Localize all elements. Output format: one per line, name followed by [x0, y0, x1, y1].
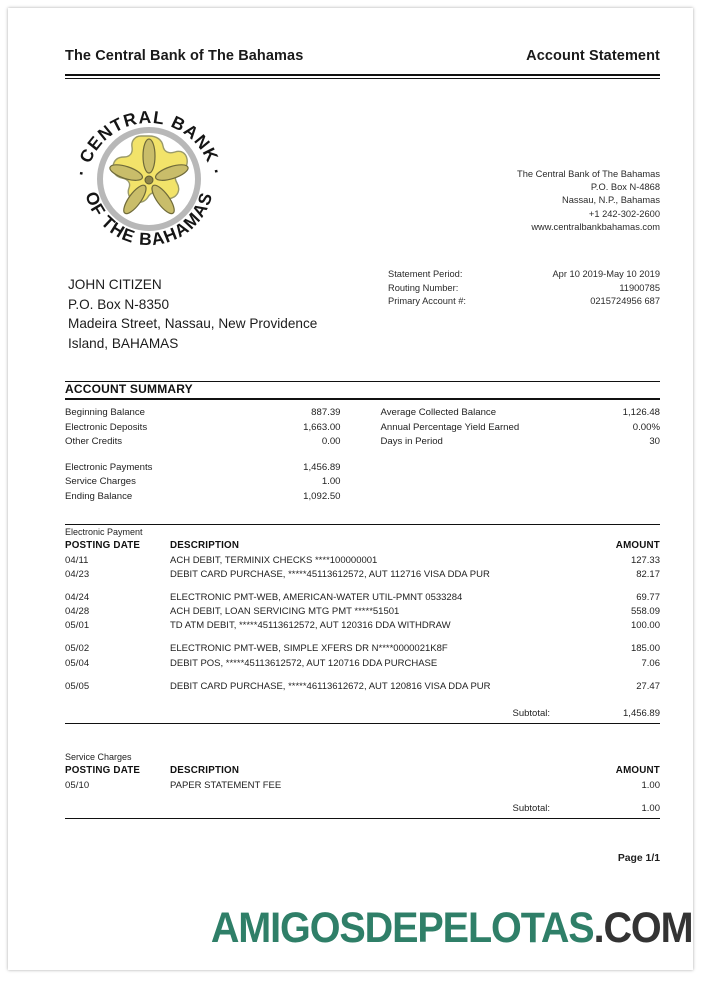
bank-name-heading: The Central Bank of The Bahamas — [65, 48, 304, 64]
customer-address-line: Madeira Street, Nassau, New Providence — [68, 316, 318, 331]
primary-account-label: Primary Account #: — [388, 296, 467, 307]
electronic-payment-table-header — [65, 539, 660, 555]
table-row — [65, 779, 660, 793]
table-row — [65, 642, 660, 656]
transaction-date: 05/01 — [65, 620, 90, 632]
electronic-payment-section — [65, 524, 660, 724]
column-header-posting-date: POSTING DATE — [65, 539, 141, 551]
transaction-date: 04/28 — [65, 606, 90, 618]
subtotal-value: 1.00 — [641, 803, 660, 815]
bank-address-line: The Central Bank of The Bahamas — [517, 169, 660, 179]
transaction-date: 04/11 — [65, 555, 89, 566]
bank-website[interactable]: www.centralbankbahamas.com — [531, 221, 660, 232]
routing-number-label: Routing Number: — [388, 282, 459, 293]
transaction-amount: 127.33 — [630, 555, 660, 566]
summary-row — [381, 421, 661, 436]
transaction-date: 04/24 — [65, 592, 90, 604]
bank-address-block — [408, 168, 660, 234]
column-header-amount: AMOUNT — [615, 539, 660, 551]
primary-account-row — [388, 295, 660, 309]
customer-address-block — [68, 275, 398, 353]
statement-period-value: Apr 10 2019-May 10 2019 — [552, 269, 660, 279]
sand-dollar-emblem — [108, 136, 190, 217]
transaction-amount: 185.00 — [630, 643, 660, 655]
transaction-date: 05/04 — [65, 657, 90, 669]
transaction-amount: 27.47 — [636, 680, 660, 692]
summary-row — [65, 490, 341, 505]
transaction-description: DEBIT CARD PURCHASE, *****45113612572, AUT 112716 VISA DDA PUR — [170, 569, 490, 581]
summary-value: 1,092.50 — [303, 490, 341, 502]
column-header-amount: AMOUNT — [615, 764, 660, 776]
summary-row — [65, 406, 341, 421]
column-header-description: DESCRIPTION — [170, 764, 240, 776]
summary-column-right — [363, 406, 661, 505]
table-row — [65, 554, 660, 568]
header-rule-thick — [65, 74, 660, 76]
transaction-description: PAPER STATEMENT FEE — [170, 780, 282, 791]
subtotal-spacer — [65, 694, 660, 707]
routing-number-row — [388, 282, 660, 296]
table-row — [65, 657, 660, 671]
service-charges-subtotal — [65, 802, 660, 816]
transaction-description: DEBIT POS, *****45113612572, AUT 120716 DDA PURCHASE — [170, 657, 438, 669]
statement-period-label: Statement Period: — [388, 269, 463, 279]
bank-phone: +1 242-302-2600 — [588, 208, 660, 219]
summary-row — [381, 406, 661, 421]
transaction-date: 05/02 — [65, 643, 90, 655]
bank-address-line: Nassau, N.P., Bahamas — [561, 195, 660, 206]
table-row — [65, 568, 660, 582]
summary-value: 0.00% — [632, 421, 660, 433]
table-row — [65, 619, 660, 633]
summary-row — [65, 475, 341, 490]
customer-address-line: Island, BAHAMAS — [68, 335, 179, 351]
account-summary-title: ACCOUNT SUMMARY — [65, 382, 193, 396]
summary-row — [65, 435, 341, 450]
bank-address-line: P.O. Box N-4868 — [590, 182, 660, 193]
summary-label: Other Credits — [65, 436, 123, 448]
service-charges-group-label: Service Charges — [65, 752, 132, 762]
watermark-primary-text: AMIGOSDEPELOTAS — [210, 904, 594, 952]
column-header-description: DESCRIPTION — [170, 539, 240, 551]
summary-label: Annual Percentage Yield Earned — [380, 421, 520, 433]
transaction-date: 05/10 — [65, 780, 90, 791]
transaction-amount: 100.00 — [630, 620, 660, 632]
summary-value: 1,456.89 — [303, 461, 341, 473]
table-row — [65, 680, 660, 694]
table-row — [65, 605, 660, 619]
summary-value: 1.00 — [321, 476, 341, 488]
summary-value: 0.00 — [321, 436, 341, 448]
transaction-amount: 82.17 — [636, 569, 660, 581]
summary-spacer — [65, 450, 341, 461]
transaction-description: ACH DEBIT, LOAN SERVICING MTG PMT *****51501 — [170, 606, 400, 618]
subtotal-label: Subtotal: — [512, 803, 550, 815]
transaction-description: ELECTRONIC PMT-WEB, AMERICAN-WATER UTIL-PMNT 0533284 — [170, 592, 463, 604]
summary-column-left — [65, 406, 363, 505]
transaction-amount: 7.06 — [641, 657, 660, 669]
transaction-amount: 1.00 — [641, 780, 660, 791]
statement-meta-block — [388, 268, 660, 309]
document-type-heading: Account Statement — [526, 48, 660, 64]
subtotal-rule — [65, 818, 660, 819]
transaction-description: TD ATM DEBIT, *****45113612572, AUT 120316 DDA WITHDRAW — [170, 620, 451, 632]
summary-label: Electronic Deposits — [65, 421, 148, 433]
summary-value: 887.39 — [311, 407, 341, 418]
customer-name: JOHN CITIZEN — [68, 277, 162, 292]
summary-row — [381, 435, 661, 450]
column-header-posting-date: POSTING DATE — [65, 764, 141, 776]
summary-value: 30 — [649, 436, 660, 448]
transaction-amount: 558.09 — [630, 606, 660, 618]
transaction-description: DEBIT CARD PURCHASE, *****46113612672, AUT 120816 VISA DDA PUR — [170, 680, 491, 692]
summary-label: Days in Period — [380, 436, 443, 448]
table-row — [65, 591, 660, 605]
logo-arc-top-text: · CENTRAL BANK · — [70, 106, 228, 178]
logo-arc-bottom-text: OF THE BAHAMAS — [81, 189, 217, 250]
page-number: Page 1/1 — [617, 853, 660, 864]
central-bank-logo — [64, 94, 234, 254]
routing-number-value: 11900785 — [619, 282, 660, 293]
primary-account-value: 0215724956 687 — [590, 296, 660, 307]
document-header — [65, 48, 660, 64]
svg-text:OF THE BAHAMAS — [81, 189, 216, 249]
service-charges-table-header — [65, 764, 660, 780]
statement-period-row — [388, 268, 660, 282]
electronic-payment-subtotal — [65, 707, 660, 721]
watermark-suffix-text: .COM — [593, 904, 693, 952]
service-charges-section — [65, 750, 660, 819]
transaction-description: ELECTRONIC PMT-WEB, SIMPLE XFERS DR N****0000021K8F — [170, 643, 448, 655]
account-summary-columns — [65, 400, 660, 505]
transaction-amount: 69.77 — [636, 592, 660, 604]
transaction-date: 04/23 — [65, 569, 90, 581]
paper-sheet — [8, 8, 693, 970]
electronic-payment-group-label: Electronic Payment — [65, 527, 143, 537]
transaction-date: 05/05 — [65, 680, 90, 692]
summary-value: 1,126.48 — [622, 407, 660, 418]
account-summary-section — [65, 381, 660, 505]
customer-address-line: P.O. Box N-8350 — [68, 296, 170, 312]
site-watermark — [57, 902, 709, 954]
summary-label: Electronic Payments — [65, 461, 153, 473]
subtotal-spacer — [65, 793, 660, 802]
subtotal-value: 1,456.89 — [623, 707, 660, 719]
summary-row — [65, 461, 341, 476]
subtotal-label: Subtotal: — [512, 707, 550, 719]
subtotal-rule — [65, 723, 660, 724]
summary-label: Ending Balance — [65, 490, 133, 502]
transaction-description: ACH DEBIT, TERMINIX CHECKS ****100000001 — [170, 555, 378, 566]
summary-label: Beginning Balance — [65, 407, 146, 418]
summary-row — [65, 421, 341, 436]
summary-label: Average Collected Balance — [380, 407, 497, 418]
header-rule-thin — [65, 78, 660, 79]
summary-label: Service Charges — [65, 476, 136, 488]
summary-value: 1,663.00 — [303, 421, 341, 433]
